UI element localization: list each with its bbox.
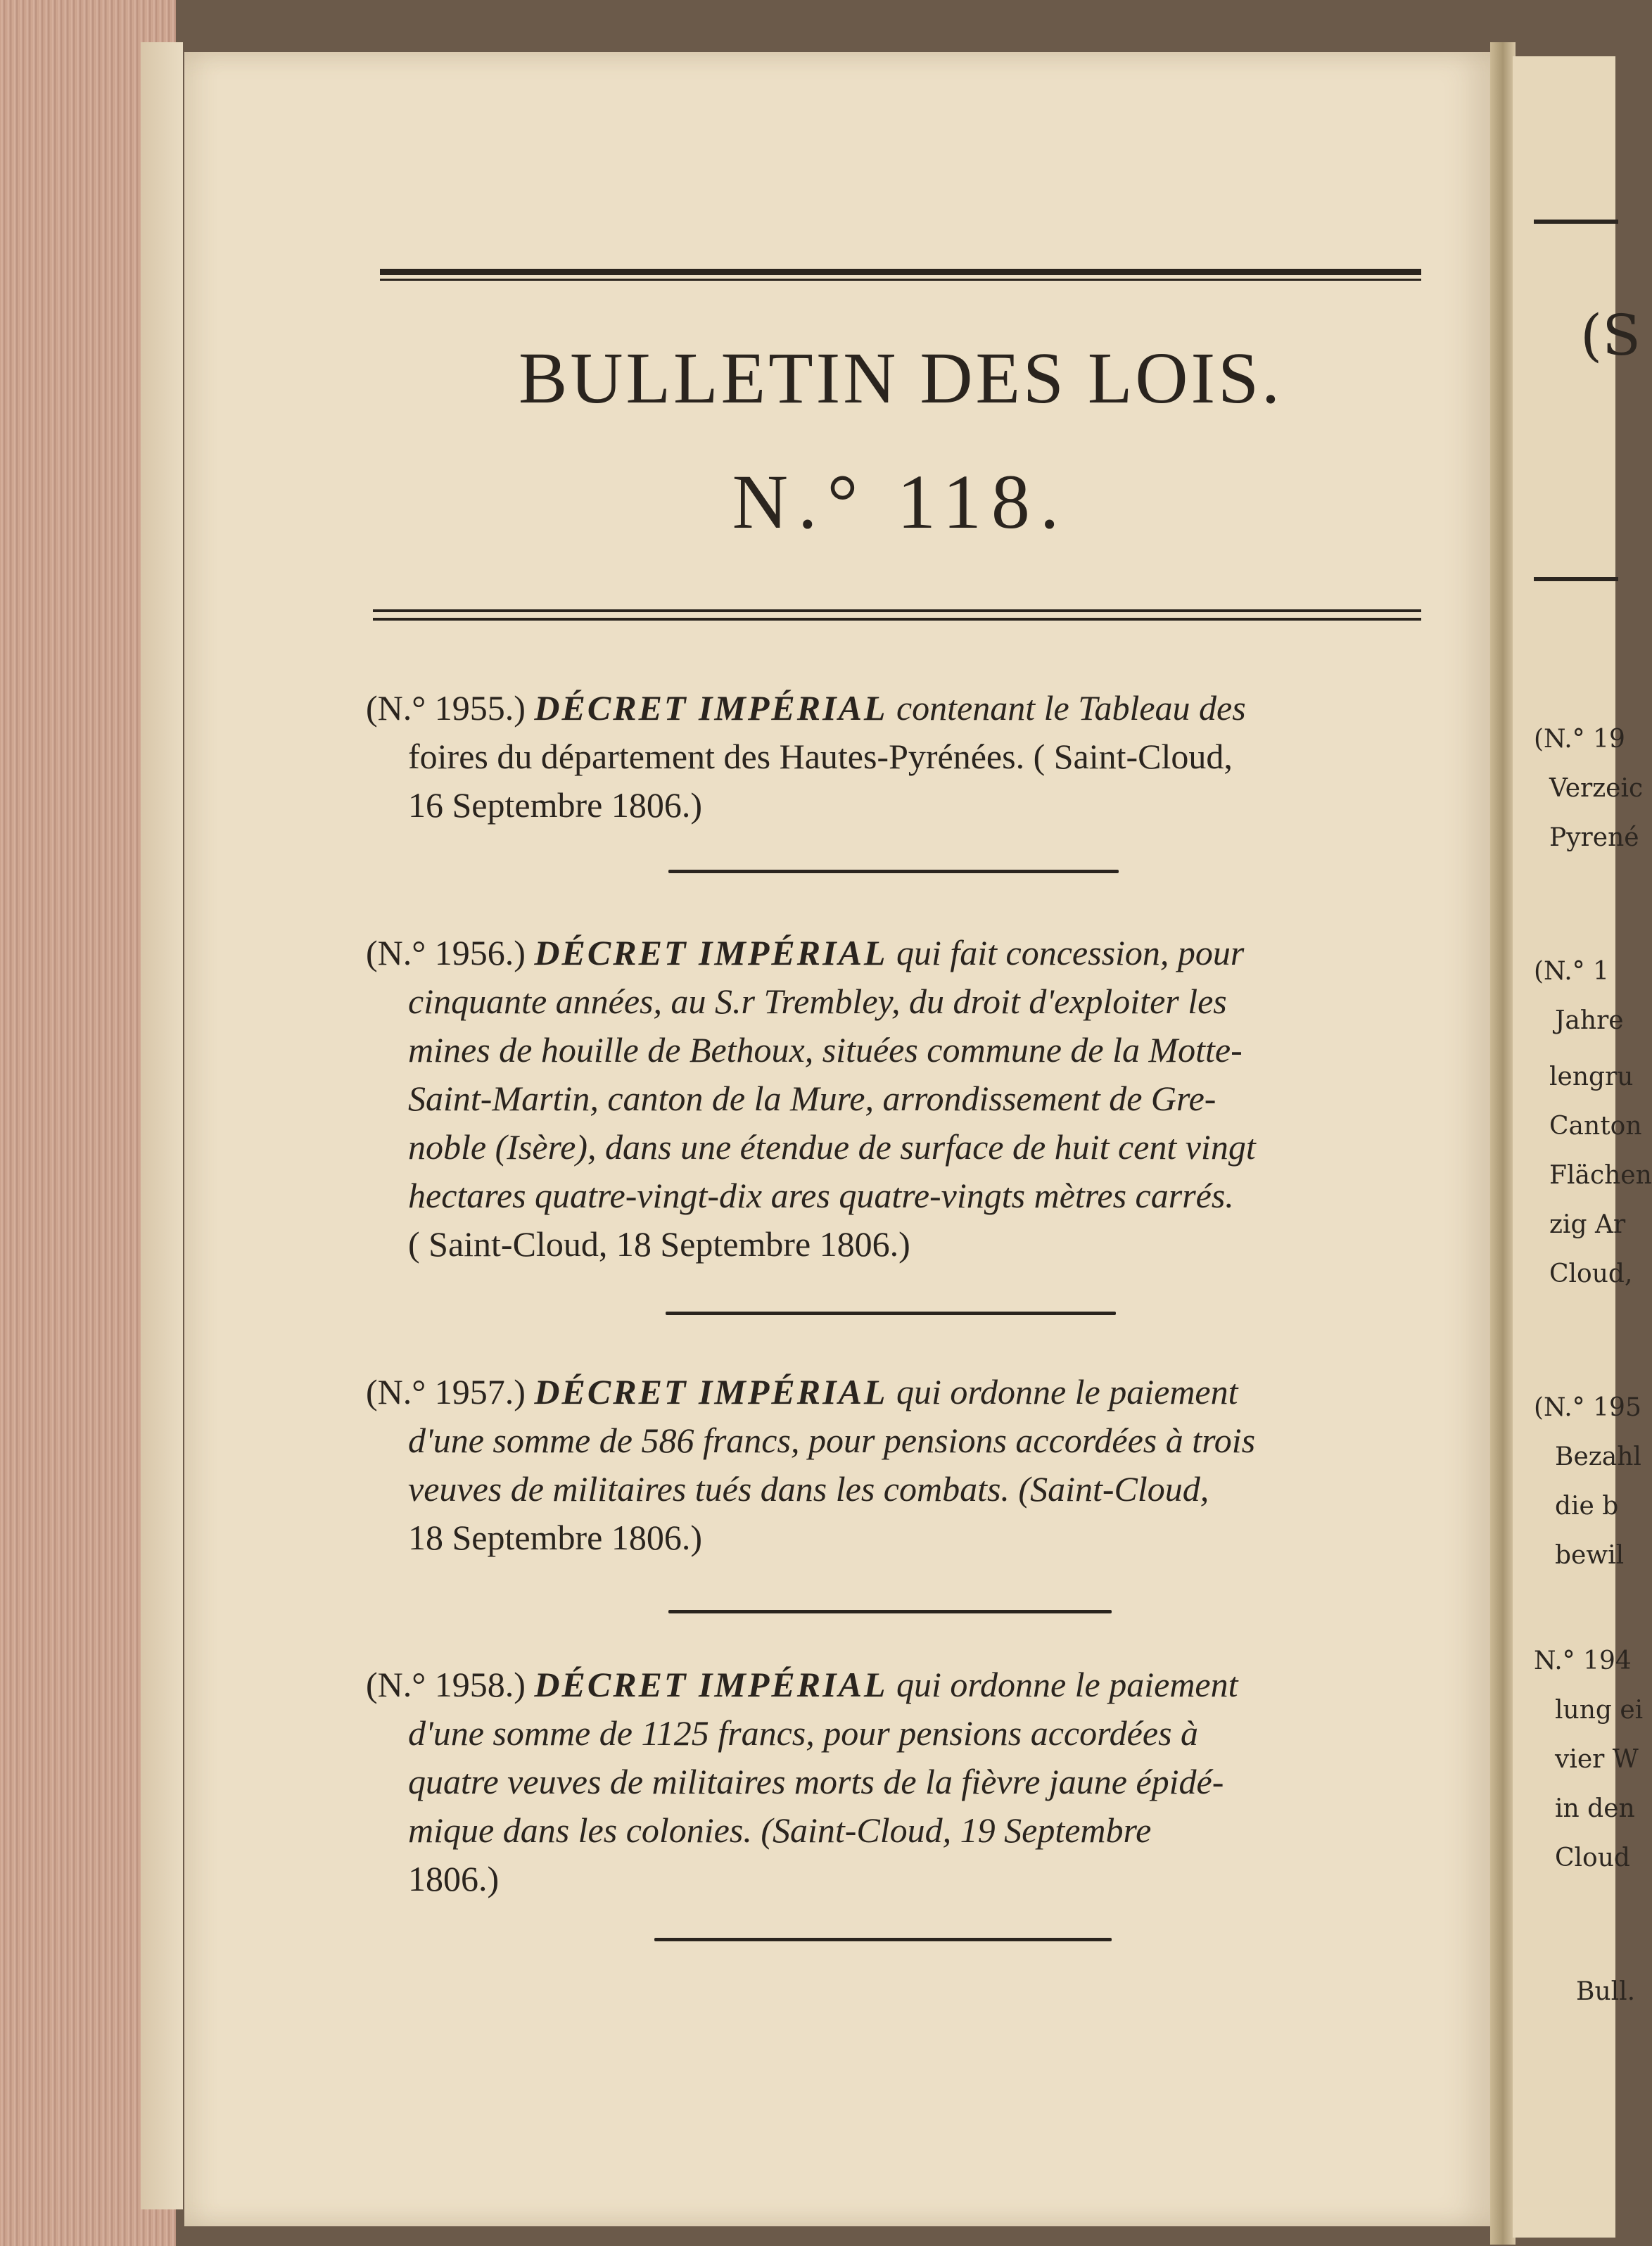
entry-line: Saint-Martin, canton de la Mure, arrondissement de Gre- [408,1079,1216,1118]
section-divider [668,1610,1112,1613]
entry-line: noble (Isère), dans une étendue de surface de huit cent vingt [408,1127,1256,1167]
decree-number: (N.° 1957.) [366,1372,526,1411]
entry-line: 18 Septembre 1806.) [408,1518,702,1557]
next-page-fragment: vier W [1555,1745,1639,1774]
next-page-fragment: (N.° 1 [1534,957,1610,986]
next-page-fragment: in den [1555,1794,1635,1823]
decree-description: qui ordonne le paiement [896,1372,1238,1411]
entry-line: veuves de militaires tués dans les combats. (Saint-Cloud, [408,1469,1209,1509]
decree-kind: DÉCRET IMPÉRIAL [534,1665,888,1704]
entry-line [366,1368,1421,1416]
entry-line: ( Saint-Cloud, 18 Septembre 1806.) [408,1224,910,1264]
next-page-fragment: die b [1555,1492,1619,1521]
next-page-fragment: Bull. [1576,1977,1636,2006]
entry-line [366,684,1421,732]
decree-entry-1956 [366,929,1421,1269]
decree-description: contenant le Tableau des [896,688,1246,728]
entry-line [366,929,1421,977]
entry-line [366,1661,1421,1709]
decree-entry-1955 [366,684,1421,830]
next-page-fragment: (N.° 19 [1534,725,1625,754]
entry-line: d'une somme de 586 francs, pour pensions accordées à trois [408,1421,1256,1460]
book-gutter [1490,42,1516,2245]
next-page-rule [1534,220,1618,224]
entry-line: 1806.) [408,1859,500,1898]
entry-line: mines de houille de Bethoux, situées commune de la Motte- [408,1030,1243,1070]
next-page-fragment: Cloud [1555,1844,1630,1872]
next-page-fragment: Pyrené [1549,823,1639,852]
next-page-fragment: lung ei [1555,1696,1644,1725]
section-divider [654,1938,1112,1941]
next-page-fragment: (S [1580,303,1641,368]
entry-line: hectares quatre-vingt-dix ares quatre-vingts mètres carrés. [408,1176,1234,1215]
bulletin-title: BULLETIN DES LOIS. [519,338,1283,419]
page-edge-strip [141,42,183,2209]
next-page-fragment: Flächen [1549,1161,1652,1190]
entry-line: cinquante années, au S.r Trembley, du droit d'exploiter les [408,982,1227,1021]
entry-line: mique dans les colonies. (Saint-Cloud, 19 Septembre [408,1810,1152,1850]
decree-description: qui fait concession, pour [896,933,1245,972]
bulletin-number: N.° 118. [732,459,1069,545]
entry-line: 16 Septembre 1806.) [408,785,702,825]
next-page [1513,56,1652,2238]
section-divider [666,1312,1116,1315]
next-page-fragment: N.° 194 [1534,1647,1632,1675]
next-page-fragment: Bezahl [1555,1442,1641,1471]
decree-entry-1958 [366,1661,1421,1903]
next-page-fragment: bewil [1555,1541,1625,1570]
header-rule-bottom [373,609,1421,623]
next-page-fragment: (N.° 195 [1534,1393,1641,1422]
next-page-fragment: Verzeic [1549,774,1644,803]
next-page-fragment: Canton [1549,1112,1642,1141]
entry-line: foires du département des Hautes-Pyrénées. ( Saint-Cloud, [408,737,1233,776]
decree-number: (N.° 1958.) [366,1665,526,1704]
decree-kind: DÉCRET IMPÉRIAL [534,688,888,728]
decree-number: (N.° 1955.) [366,688,526,728]
decree-kind: DÉCRET IMPÉRIAL [534,933,888,972]
header-rule-top [380,269,1421,283]
decree-description: qui ordonne le paiement [896,1665,1238,1704]
entry-line: quatre veuves de militaires morts de la fièvre jaune épidé- [408,1762,1224,1801]
decree-entry-1957 [366,1368,1421,1562]
decree-kind: DÉCRET IMPÉRIAL [534,1372,888,1411]
next-page-fragment: zig Ar [1549,1210,1626,1239]
next-page-rule [1534,577,1618,581]
section-divider [668,870,1119,873]
decree-number: (N.° 1956.) [366,933,526,972]
next-page-fragment: lengru [1549,1062,1634,1091]
next-page-fragment: Jahre [1555,1006,1624,1035]
next-page-fragment: Cloud, [1549,1260,1633,1288]
entry-line: d'une somme de 1125 francs, pour pensions accordées à [408,1713,1199,1753]
